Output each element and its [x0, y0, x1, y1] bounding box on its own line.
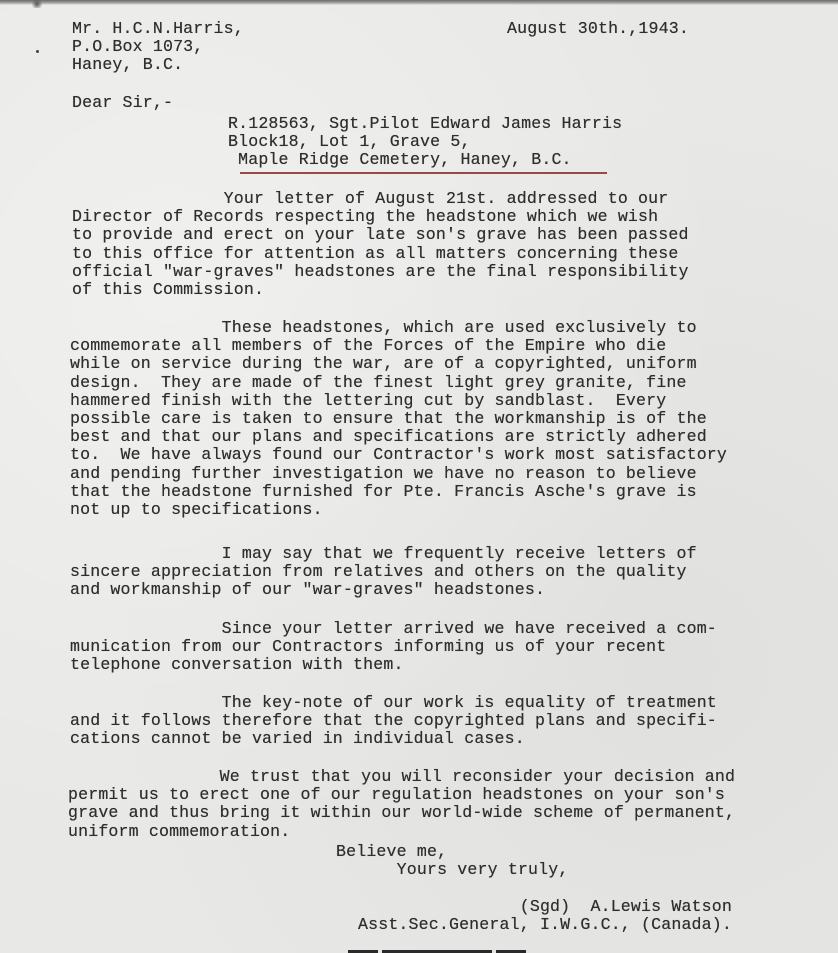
recipient-address [72, 20, 244, 75]
paragraph-line: not up to specifications. [70, 500, 323, 520]
paragraph-line: grave and thus bring it within our world-wide scheme of permanent, [68, 803, 736, 823]
recipient-name: Mr. H.C.N.Harris, [72, 19, 244, 38]
paragraph-line: We trust that you will reconsider your decision and [68, 767, 736, 786]
paragraph-line: to provide and erect on your late son's grave has been passed [72, 225, 689, 245]
closing-line: Believe me, [336, 842, 448, 861]
complimentary-close [336, 843, 568, 879]
paragraph-line: while on service during the war, are of a copyrighted, uniform [70, 354, 697, 374]
paragraph-line: munication from our Contractors informing us of your recent [70, 637, 667, 657]
paragraph-line: to. We have always found our Contractor's work most satisfactory [70, 445, 728, 465]
paragraph-line: and workmanship of our "war-graves" headstones. [70, 580, 546, 600]
paragraph-line: and it follows therefore that the copyrighted plans and specifi- [70, 711, 717, 731]
paragraph-line: The key-note of our work is equality of treatment [70, 693, 717, 712]
red-underline-mark [240, 172, 607, 174]
paragraph-line: Since your letter arrived we have received a com- [70, 619, 717, 638]
paragraph-line: to this office for attention as all matters concerning these [72, 243, 679, 263]
reference-service-member: R.128563, Sgt.Pilot Edward James Harris [228, 114, 623, 133]
paragraph-line: permit us to erect one of our regulation headstones on your son's [68, 785, 726, 805]
paragraph-line: commemorate all members of the Forces of the Empire who die [70, 336, 667, 356]
paragraph-line: and pending further investigation we have no reason to believe [70, 463, 697, 483]
recipient-po-box: P.O.Box 1073, [72, 37, 204, 57]
paragraph-line: that the headstone furnished for Pte. Francis Asche's grave is [70, 481, 697, 501]
salutation: Dear Sir,- [72, 93, 174, 112]
paragraph-line: of this Commission. [72, 280, 265, 300]
paragraph-line: telephone conversation with them. [70, 655, 404, 675]
paragraph-line: uniform commemoration. [68, 821, 291, 841]
scan-stray-dot [36, 50, 39, 53]
paragraph-line: I may say that we frequently receive letters of [70, 544, 697, 563]
paragraph-line: best and that our plans and specifications are strictly adhered [70, 427, 707, 447]
paragraph-line: design. They are made of the finest light grey granite, fine [70, 372, 687, 392]
paragraph-3 [70, 545, 697, 600]
paragraph-line: cations cannot be varied in individual cases. [70, 729, 525, 749]
paragraph-line: sincere appreciation from relatives and others on the quality [70, 562, 687, 582]
reference-cemetery: Maple Ridge Cemetery, Haney, B.C. [228, 150, 572, 170]
signature-block [358, 898, 732, 934]
signatory-title: Asst.Sec.General, I.W.G.C., (Canada). [358, 915, 732, 935]
paragraph-6 [68, 768, 735, 841]
reference-grave-location: Block18, Lot 1, Grave 5, [228, 132, 471, 152]
paragraph-line: These headstones, which are used exclusively to [70, 318, 697, 337]
recipient-city: Haney, B.C. [72, 55, 184, 75]
paragraph-line: Your letter of August 21st. addressed to our [72, 189, 669, 208]
paragraph-2 [70, 319, 727, 519]
paragraph-1 [72, 190, 689, 299]
paragraph-line: Director of Records respecting the headstone which we wish [72, 207, 659, 227]
signatory-name: (Sgd) A.Lewis Watson [358, 897, 732, 916]
closing-line: Yours very truly, [336, 860, 569, 880]
paragraph-line: official "war-graves" headstones are the final responsibility [72, 261, 689, 281]
paragraph-4 [70, 620, 717, 675]
paragraph-line: hammered finish with the lettering cut by sandblast. Every [70, 390, 667, 410]
reference-block [228, 115, 622, 170]
scan-corner-mark [30, 0, 44, 8]
scan-top-edge [0, 0, 838, 5]
paragraph-5 [70, 694, 717, 749]
letter-date: August 30th.,1943. [507, 19, 689, 38]
paragraph-line: possible care is taken to ensure that the workmanship is of the [70, 409, 707, 429]
